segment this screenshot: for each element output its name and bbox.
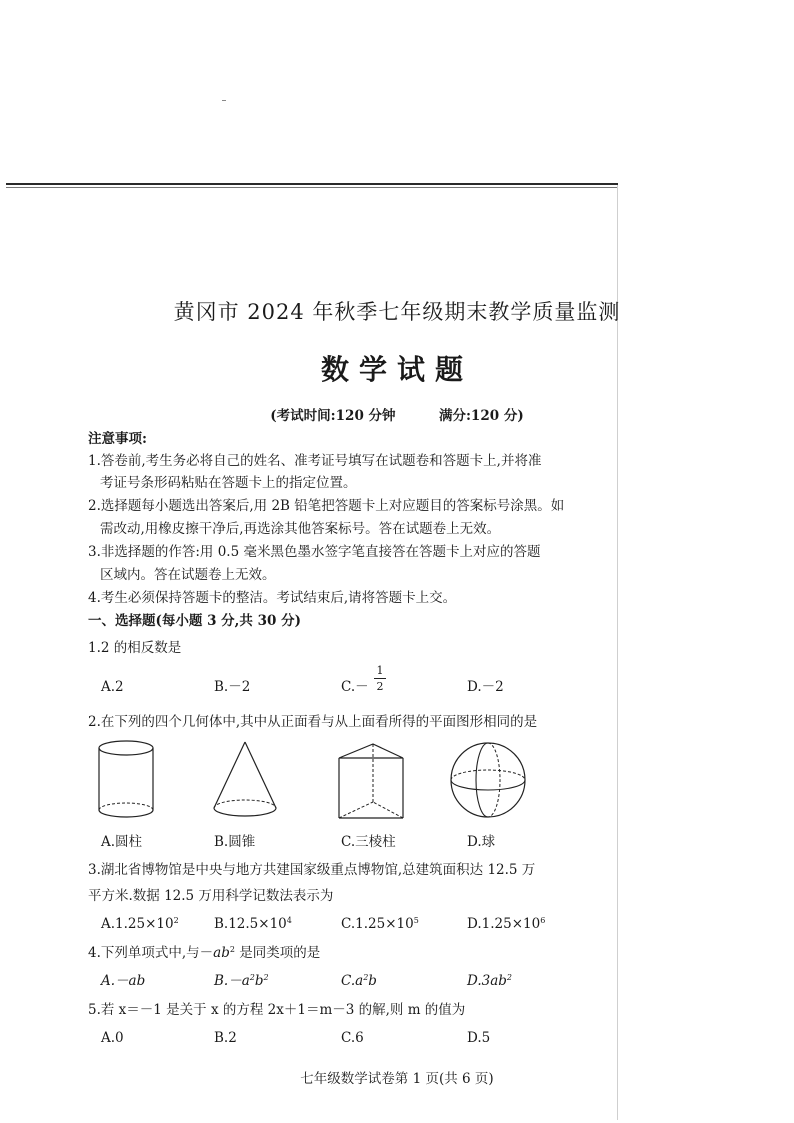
q1-option-d: D.－2 bbox=[467, 679, 504, 695]
question-3-stem-cont: 平方米.数据 12.5 万用科学记数法表示为 bbox=[88, 888, 334, 904]
q2-option-a: A.圆柱 bbox=[101, 834, 143, 850]
exam-main-title: 黄冈市 2024 年秋季七年级期末教学质量监测 bbox=[173, 300, 621, 324]
question-3-stem: 3.湖北省博物馆是中央与地方共建国家级重点博物馆,总建筑面积达 12.5 万 bbox=[88, 862, 536, 878]
cone-figure bbox=[210, 738, 280, 822]
notice-heading: 注意事项: bbox=[88, 431, 147, 447]
section-heading: 一、选择题(每小题 3 分,共 30 分) bbox=[88, 613, 301, 629]
notice-line: 4.考生必须保持答题卡的整洁。考试结束后,请将答题卡上交。 bbox=[88, 590, 457, 606]
top-border-line-thin bbox=[6, 187, 618, 188]
q5-option-c: C.6 bbox=[341, 1030, 364, 1046]
question-4-stem: 4.下列单项式中,与$-ab^2$ 是同类项的是 bbox=[88, 945, 321, 961]
q4-option-c: $C.a^2b$ bbox=[341, 973, 377, 989]
exam-info bbox=[0, 404, 794, 424]
q3-option-b: $B.12.5\times 10^4$ bbox=[214, 916, 292, 932]
notice-line: 3.非选择题的作答:用 0.5 毫米黑色墨水签字笔直接答在答题卡上对应的答题 bbox=[88, 544, 541, 560]
question-5-stem: 5.若 x＝－1 是关于 x 的方程 2x＋1＝m－3 的解,则 m 的值为 bbox=[88, 1002, 466, 1018]
notice-line: 需改动,用橡皮擦干净后,再选涂其他答案标号。答在试题卷上无效。 bbox=[100, 521, 501, 537]
sphere-figure bbox=[448, 738, 528, 822]
q4-option-b: $B.-a^2b^2$ bbox=[214, 973, 269, 989]
q5-option-a: A.0 bbox=[101, 1030, 124, 1046]
q5-option-b: B.2 bbox=[214, 1030, 237, 1046]
fraction-numerator: 1 bbox=[376, 664, 384, 677]
top-border-line bbox=[6, 183, 618, 185]
q4-option-d: $D.3ab^2$ bbox=[467, 973, 513, 989]
q5-option-d: D.5 bbox=[467, 1030, 491, 1046]
question-1-stem: 1.2 的相反数是 bbox=[88, 640, 182, 656]
q1-option-a: A.2 bbox=[101, 679, 124, 695]
notice-line: 区域内。答在试题卷上无效。 bbox=[100, 567, 276, 583]
q3-option-d: $D.1.25\times 10^6$ bbox=[467, 916, 546, 932]
notice-line: 1.答卷前,考生务必将自己的姓名、准考证号填写在试题卷和答题卡上,并将准 bbox=[88, 453, 542, 469]
q2-option-b: B.圆锥 bbox=[214, 834, 256, 850]
scan-speck bbox=[222, 100, 226, 101]
subject-title: 数学试题 bbox=[320, 353, 473, 386]
page-footer: 七年级数学试卷第 1 页(共 6 页) bbox=[300, 1071, 494, 1087]
exam-time: (考试时间:120 分钟 bbox=[270, 408, 396, 424]
notice-line: 考证号条形码粘贴在答题卡上的指定位置。 bbox=[100, 475, 357, 491]
q1-option-c-fraction bbox=[374, 664, 386, 693]
q1-option-c-prefix: C.－ bbox=[341, 679, 369, 695]
triangular-prism-figure bbox=[333, 738, 409, 822]
q2-option-d: D.球 bbox=[467, 834, 496, 850]
q2-option-c: C.三棱柱 bbox=[341, 834, 396, 850]
cylinder-figure bbox=[94, 738, 158, 822]
q1-option-b: B.－2 bbox=[214, 679, 251, 695]
q4-option-a: A.－ab bbox=[101, 973, 146, 989]
question-2-stem: 2.在下列的四个几何体中,其中从正面看与从上面看所得的平面图形相同的是 bbox=[88, 714, 538, 730]
full-score: 满分:120 分) bbox=[438, 408, 524, 424]
q3-option-c: $C.1.25\times 10^5$ bbox=[341, 916, 419, 932]
fraction-denominator: 2 bbox=[376, 680, 384, 693]
q3-option-a: $A.1.25\times 10^2$ bbox=[101, 916, 179, 932]
notice-line: 2.选择题每小题选出答案后,用 2B 铅笔把答题卡上对应题目的答案标号涂黑。如 bbox=[88, 498, 565, 514]
